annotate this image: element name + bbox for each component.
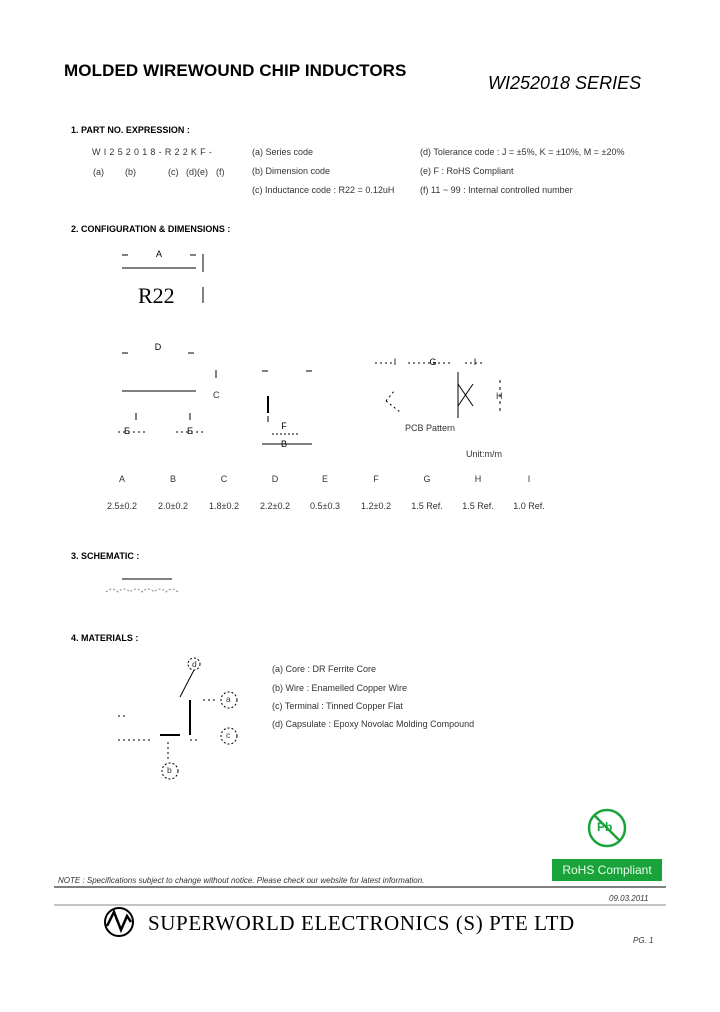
- rohs-compliant-badge: RoHS Compliant: [552, 859, 662, 881]
- part-letter-b: (b): [125, 167, 136, 177]
- config-heading: 2. CONFIGURATION & DIMENSIONS :: [71, 224, 231, 234]
- table-header: H: [474, 474, 482, 484]
- table-value: 1.5 Ref.: [411, 501, 443, 511]
- table-value: 2.2±0.2: [260, 501, 290, 511]
- dim-label-e-right: E: [186, 426, 193, 436]
- dim-label-c: C: [213, 390, 220, 400]
- page-number: PG. 1: [633, 936, 654, 945]
- dim-label-i-right: I: [473, 357, 477, 367]
- schematic-coil: [106, 589, 178, 592]
- callout-b: b: [167, 765, 172, 775]
- materials-heading: 4. MATERIALS :: [71, 633, 139, 643]
- callout-c: c: [226, 730, 231, 740]
- material-wire: (b) Wire : Enamelled Copper Wire: [272, 683, 408, 693]
- table-header: B: [169, 474, 176, 484]
- schematic-heading: 3. SCHEMATIC :: [71, 551, 140, 561]
- table-value: 1.8±0.2: [209, 501, 239, 511]
- part-letter-c: (c): [168, 167, 179, 177]
- table-value: 2.0±0.2: [158, 501, 188, 511]
- table-value: 1.2±0.2: [361, 501, 391, 511]
- part-letter-a: (a): [93, 167, 104, 177]
- dim-label-h: H: [496, 391, 503, 401]
- table-header: G: [423, 474, 431, 484]
- dim-label-b: B: [280, 439, 287, 449]
- table-header: D: [271, 474, 279, 484]
- table-header: F: [373, 474, 379, 484]
- material-terminal: (c) Terminal : Tinned Copper Flat: [272, 701, 403, 711]
- table-value: 1.5 Ref.: [462, 501, 494, 511]
- table-header: E: [321, 474, 328, 484]
- material-capsulate: (d) Capsulate : Epoxy Novolac Molding Compound: [272, 719, 475, 729]
- inductor-marking: R22: [138, 283, 175, 308]
- table-value: 2.5±0.2: [107, 501, 137, 511]
- dim-label-g: G: [429, 357, 437, 367]
- series-name: WI252018 SERIES: [488, 73, 642, 93]
- part-letter-de: (d)(e): [186, 167, 208, 177]
- desc-rohs-code: (e) F : RoHS Compliant: [420, 166, 514, 176]
- rohs-pb-label: Pb: [597, 820, 613, 834]
- callout-a: a: [226, 694, 231, 704]
- desc-tolerance-code: (d) Tolerance code : J = ±5%, K = ±10%, M = ±20%: [420, 147, 625, 157]
- dim-label-a: A: [155, 249, 162, 259]
- callout-d: d: [192, 659, 197, 669]
- table-value: 1.0 Ref.: [513, 501, 545, 511]
- table-header: A: [118, 474, 125, 484]
- desc-dimension-code: (b) Dimension code: [252, 166, 331, 176]
- dim-label-f: F: [281, 421, 287, 431]
- part-number-code: WI252018-R22KF-: [92, 147, 216, 157]
- company-name: SUPERWORLD ELECTRONICS (S) PTE LTD: [148, 911, 575, 935]
- table-header: I: [527, 474, 531, 484]
- footer-date: 09.03.2011: [609, 894, 649, 903]
- dim-label-d: D: [154, 342, 162, 352]
- desc-inductance-code: (c) Inductance code : R22 = 0.12uH: [252, 185, 395, 195]
- document-title: MOLDED WIREWOUND CHIP INDUCTORS: [64, 61, 407, 80]
- footer-note: NOTE : Specifications subject to change without notice. Please check our website for latest information.: [58, 876, 425, 885]
- part-no-heading: 1. PART NO. EXPRESSION :: [71, 125, 190, 135]
- table-value: 0.5±0.3: [310, 501, 340, 511]
- desc-internal-number: (f) 11 ~ 99 : Internal controlled number: [420, 185, 573, 195]
- unit-label: Unit:m/m: [466, 449, 502, 459]
- desc-series-code: (a) Series code: [252, 147, 314, 157]
- dim-label-i-left: I: [393, 357, 397, 367]
- table-header: C: [220, 474, 228, 484]
- material-core: (a) Core : DR Ferrite Core: [272, 664, 377, 674]
- part-letter-f: (f): [216, 167, 225, 177]
- company-logo-icon: [105, 908, 133, 936]
- pcb-pattern-label: PCB Pattern: [405, 423, 456, 433]
- dim-label-e-left: E: [123, 426, 130, 436]
